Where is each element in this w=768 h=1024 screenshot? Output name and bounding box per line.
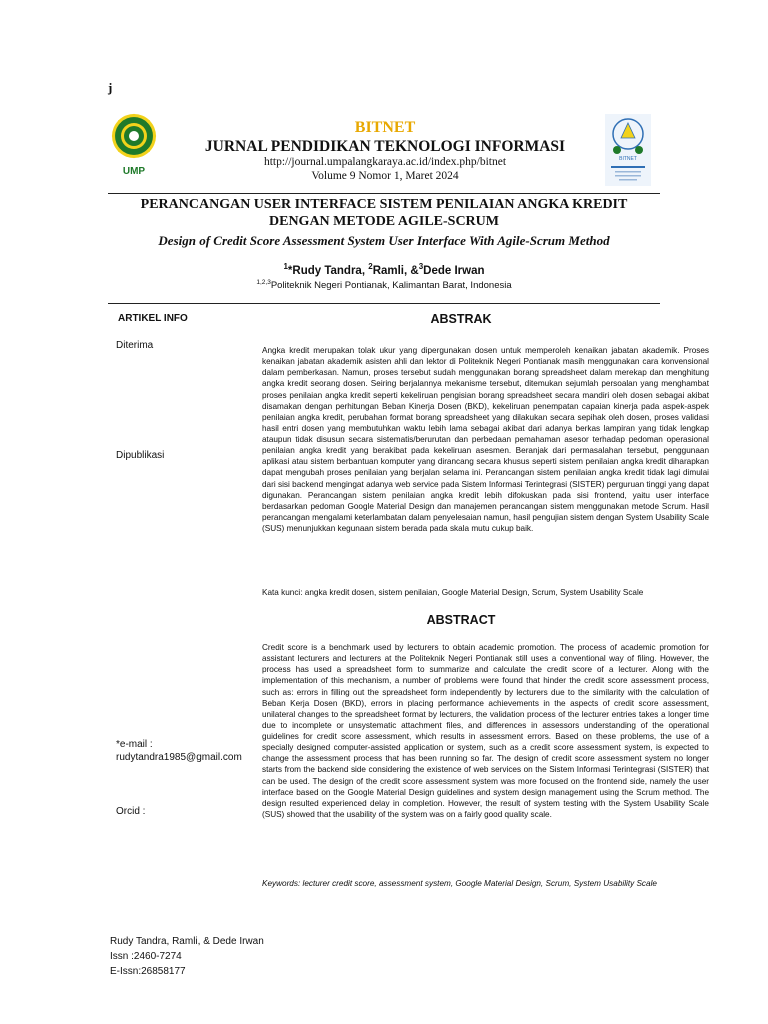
english-title: Design of Credit Score Assessment System User Interface With Agile-Scrum Method: [158, 233, 610, 248]
email-address[interactable]: rudytandra1985@gmail.com: [116, 752, 242, 763]
affiliation-text: Politeknik Negeri Pontianak, Kalimantan Barat, Indonesia: [270, 280, 512, 292]
affiliation-sup: 1,2,3: [256, 279, 271, 286]
author-sup-2: 2: [368, 262, 373, 271]
article-info-heading: ARTIKEL INFO: [118, 313, 188, 324]
kata-kunci: Kata kunci: angka kredit dosen, sistem penilaian, Google Material Design, Scrum, System Usability Scale: [262, 588, 644, 597]
abstract-text: Credit score is a benchmark used by lecturers to obtain academic promotion. The process of academic promotion for assistant lecturers and lecturers at the Politeknik Negeri Pontianak still uses a conventional way of filing. However, the process has used a spreadsheet form to summarize and calculate the credit score of a lecturer. Along with the implementation of this mechanism, a number of problems were found that hinder the credit score assessment process, such as: errors in filling out the spreadsheet form independently by lecturers due to the similarity with the calculation of Beban Kerja Dosen (BKD), errors in placing performance achievements in the aspects of credit score assessment, unilateral changes to the spreadsheet format by lecturers, the validation process of the lecturer entries takes a longer time due to incomplete or unsystematic attachment files, and differences in assessors understanding of the operational guidelines for credit score assessment, which results in assessment errors. Based on these problems, the use of a specially designed computer-assisted application or system, such as a credit score assessment system, is expected to change the assessment process that has been running so far. The design of credit score assessment system no longer starts from the backend side considering the existence of web services on the Sistem Informasi Terintegrasi (SISTER) that can be used. The design of the credit score assessment system was more focused on the frontend side, namely the user interface based on the Google Material Design guidelines and system design management using the Scrum method. The design resulted experienced delay in completion. However, the result of system testing with the System Usability Scale (SUS) showed that the usability of the system was on a fairly good quality scale.: [262, 643, 709, 819]
author-list: [108, 262, 660, 277]
author-3: Dede Irwan: [423, 264, 485, 277]
email-block: [116, 738, 242, 764]
bitnet-logo: [605, 114, 651, 186]
abstrak-heading: ABSTRAK: [430, 312, 492, 326]
author-sup-3: 3: [418, 262, 424, 271]
article-title-line-2: DENGAN METODE AGILE-SCRUM: [269, 214, 499, 229]
orcid-label: Orcid :: [116, 806, 146, 817]
section-divider: [108, 303, 660, 304]
journal-url[interactable]: http://journal.umpalangkaraya.ac.id/index.php/bitnet: [263, 156, 507, 168]
author-2: Ramli, &: [372, 264, 419, 277]
journal-volume: Volume 9 Nomor 1, Maret 2024: [311, 170, 459, 182]
article-title-line-1: PERANCANGAN USER INTERFACE SISTEM PENILAIAN ANGKA KREDIT: [140, 197, 628, 212]
ump-logo: [110, 112, 158, 178]
author-sup-1: 1: [283, 262, 288, 271]
author-1: *Rudy Tandra,: [287, 264, 369, 277]
footer-eissn: E-Issn:26858177: [110, 966, 186, 977]
published-label: Dipublikasi: [116, 450, 165, 461]
journal-short-name: BITNET: [354, 119, 416, 136]
journal-name: JURNAL PENDIDIKAN TEKNOLOGI INFORMASI: [204, 138, 566, 155]
ump-logo-caption: UMP: [122, 166, 146, 177]
footer-authors: Rudy Tandra, Ramli, & Dede Irwan: [110, 936, 264, 947]
email-label: *e-mail :: [116, 739, 153, 750]
header-divider: [108, 193, 660, 194]
received-label: Diterima: [116, 340, 154, 351]
bitnet-logo-label: BITNET: [619, 156, 637, 162]
keywords: Keywords: lecturer credit score, assessment system, Google Material Design, Scrum, System Usability Scale: [262, 879, 657, 888]
footer-issn: Issn :2460-7274: [110, 951, 182, 962]
abstrak-text: Angka kredit merupakan tolak ukur yang dipergunakan dosen untuk memperoleh kenaikan jabatan akademik. Proses kenaikan jabatan akademik asisten ahli dan lektor di Politeknik Negeri Pontianak masih menggunakan cara konvensional dalam pemberkasan. Namun, proses tersebut sudah menggunakan borang spreadsheet dalam merekap dan menghitung angka kredit seorang dosen. Seiring berjalannya mekanisme tersebut, ditemukan sejumlah persoalan yang menghambat proses penilaian angka kredit seperti kekeliruan pengisian borang spreadsheet secara mandiri oleh dosen sebagai akibat disamakan dengan perhitungan Beban Kinerja Dosen (BKD), kekeliruan penempatan capaian kinerja pada aspek-aspek penilaian angka kredit, perubahan format borang spreadsheet yang dilakukan secara sepihak oleh dosen, proses validasi hasil entri dosen yang membutuhkan waktu lebih lama sebagai akibat dari adanya berkas lampiran yang tidak lengkap ataupun tidak disusun secara sistematis/berurutan dan perbedaan pemahaman asesor terhadap pedoman operasional penilaian angka kredit yang berakibat pada kekeliruan asesmen. Beranjak dari permasalahan tersebut, penggunaan aplikasi atau sistem berbantuan komputer yang dirancang secara khusus seperti sistem penilaian angka kredit diharapkan dapat mengubah proses penilaian yang berjalan selama ini. Perancangan sistem penilaian angka kredit tidak lagi dimulai dari sisi backend mengingat adanya web service pada Sistem Informasi Terintegrasi (SISTER) perguruan tinggi yang dapat digunakan. Perancangan sistem penilaian angka kredit lebih difokuskan pada sisi frontend, yaitu user interface berdasarkan pedoman Google Material Design dan manajemen perancangan sistem menggunakan metode Scrum. Hasil perancangan mengalami keterlambatan dalam penyelesaian namun, hasil pengujian sistem dengan System Usability Scale (SUS) menunjukkan kegunaan sistem berada pada skala mutu cukup baik.: [262, 346, 709, 533]
abstract-heading: ABSTRACT: [426, 613, 496, 627]
affiliation: [108, 279, 660, 291]
page-mark: j: [108, 80, 113, 95]
